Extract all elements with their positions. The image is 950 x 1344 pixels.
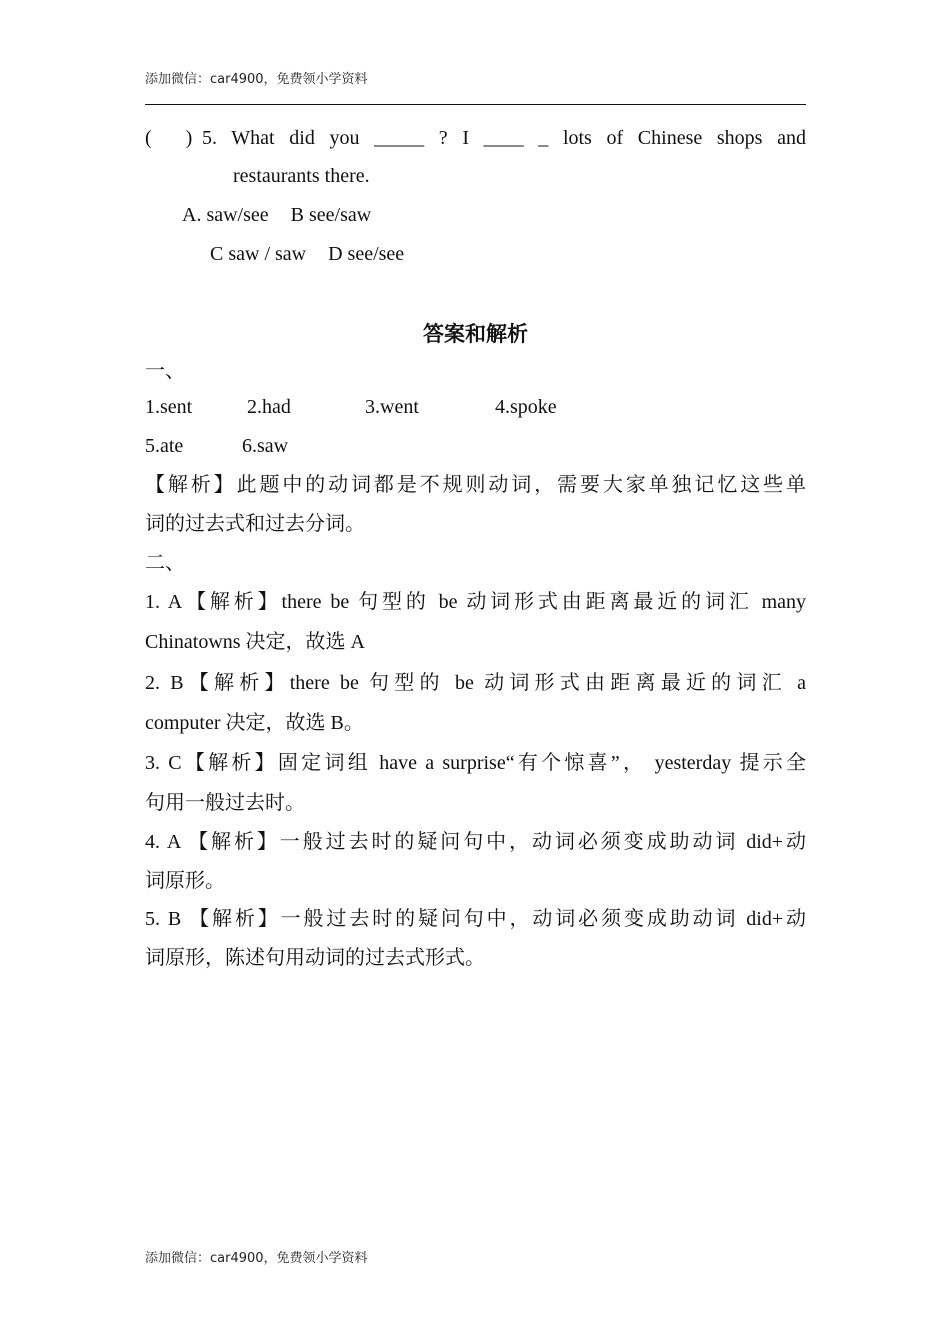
- section-2-label: 二、: [145, 552, 185, 574]
- answer-paren-close: ): [185, 127, 193, 149]
- answer-item: 4.spoke: [495, 396, 557, 418]
- section-2-item-1-line-2: Chinatowns 决定，故选 A: [145, 631, 365, 653]
- page-footer: 添加微信：car4900，免费领小学资料: [145, 1251, 368, 1266]
- section-2-item-1-line-1: 1. A【解析】there be 句型的 be 动词形式由距离最近的词汇 many: [145, 591, 806, 613]
- header-divider: [145, 104, 806, 105]
- section-1-note-line-1: 【解析】此题中的动词都是不规则动词，需要大家单独记忆这些单: [145, 474, 806, 496]
- section-2-item-5-line-2: 词原形，陈述句用动词的过去式形式。: [145, 947, 485, 969]
- answer-item: 1.sent: [145, 396, 193, 418]
- answer-item: 5.ate: [145, 435, 184, 457]
- section-2-item-2-line-1: 2. B【解析】there be 句型的 be 动词形式由距离最近的词汇 a: [145, 672, 806, 694]
- section-2-item-5-line-1: 5. B 【解析】一般过去时的疑问句中，动词必须变成助动词 did+动: [145, 908, 806, 930]
- section-2-item-2-line-2: computer 决定，故选 B。: [145, 712, 364, 734]
- section-2-item-4-line-2: 词原形。: [145, 870, 225, 892]
- option-b: B see/saw: [290, 204, 372, 226]
- section-2-item-3-line-2: 句用一般过去时。: [145, 792, 305, 814]
- answers-title: 答案和解析: [423, 322, 528, 346]
- page-header: 添加微信：car4900，免费领小学资料: [145, 72, 368, 87]
- option-d: D see/see: [328, 243, 405, 265]
- section-1-note-line-2: 词的过去式和过去分词。: [145, 513, 365, 535]
- section-1-label: 一、: [145, 360, 185, 382]
- option-c: C saw / saw: [210, 243, 307, 265]
- answer-item: 3.went: [365, 396, 419, 418]
- section-2-item-3-line-1: 3. C【解析】固定词组 have a surprise“有个惊喜”， yesterday 提示全: [145, 752, 806, 774]
- section-2-item-4-line-1: 4. A 【解析】一般过去时的疑问句中，动词必须变成助动词 did+动: [145, 831, 806, 853]
- answer-item: 6.saw: [242, 435, 289, 457]
- question-5-text: 5. What did you _____ ? I ____ _ lots of Chinese shops and: [202, 127, 806, 149]
- question-5-line-1: [145, 125, 806, 151]
- question-5-options-ab: [182, 202, 371, 228]
- question-5-options-cd: [210, 241, 404, 267]
- answer-paren-open: (: [145, 127, 152, 149]
- option-a: A. saw/see: [182, 204, 269, 226]
- question-5-line-2: restaurants there.: [233, 165, 370, 187]
- answer-item: 2.had: [247, 396, 291, 418]
